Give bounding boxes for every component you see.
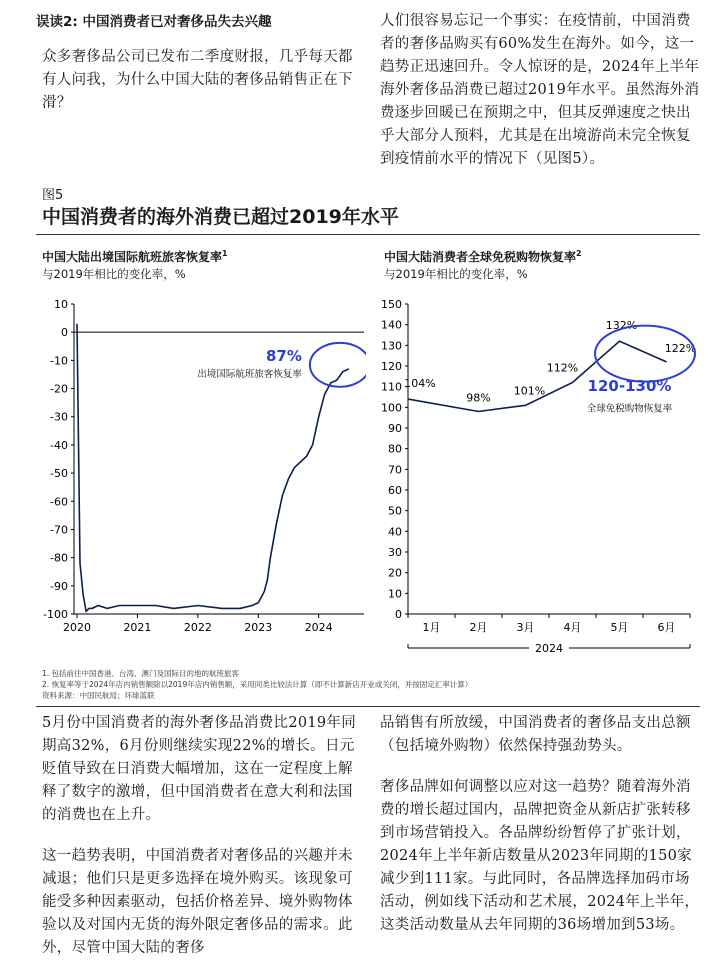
chart2-y-tick-label: 130: [381, 339, 402, 353]
chart1-y-tick-label: -20: [50, 382, 68, 396]
myth-title: 误读2: 中国消费者已对奢侈品失去兴趣: [36, 14, 272, 30]
chart2-x-tick-label: 6月: [657, 621, 676, 634]
body-right-paragraph-1: 品销售有所放缓，中国消费者的奢侈品支出总额（包括境外购物）依然保持强劲势头。: [380, 715, 691, 754]
footnotes: [42, 668, 472, 701]
chart2-title-sup: 2: [576, 249, 582, 258]
body-left-paragraph-1: 5月份中国消费者的海外奢侈品消费比2019年同期高32%，6月份则继续实现22%的增长。日元贬值导致在日消费大幅增加，这在一定程度上解释了数字的激增，但中国消费者在意大利和法国的消费也在上升。: [42, 715, 357, 823]
chart2-x-tick-label: 1月: [422, 621, 441, 634]
chart2-svg: [372, 292, 702, 664]
intro-right-text: 人们很容易忘记一个事实：在疫情前，中国消费者的奢侈品购买有60%发生在海外。如今，这一趋势正迅速回升。令人惊讶的是，2024年上半年海外奢侈品消费已超过2019年水平。虽然海外消费逐步回暖已在预期之中，但其反弹速度之快出乎大部分人预料，尤其是在出境游尚未完全恢复到疫情前水平的情况下（见图5）。: [380, 13, 700, 167]
chart2-year-label: 2024: [535, 642, 563, 655]
chart1-y-tick-label: -90: [50, 579, 68, 593]
chart2-x-tick-label: 2月: [469, 621, 488, 634]
chart2-x-tick-label: 3月: [516, 621, 535, 634]
chart2-data-label: 122%: [664, 341, 697, 355]
body-right-paragraph-2: 奢侈品牌如何调整以应对这一趋势？随着海外消费的增长超过国内，品牌把资金从新店扩张转移到市场营销投入。各品牌纷纷暂停了扩张计划，2024年上半年新店数量从2023年同期的150家减少到111家。与此同时，各品牌选择加码市场活动，例如线下活动和艺术展，2024年上半年，这类活动数量从去年同期的36场增加到53场。: [380, 779, 700, 933]
chart2-annotation: 全球免税购物恢复率: [586, 403, 673, 415]
chart1-y-tick-label: -100: [43, 608, 68, 621]
chart1-y-tick-label: -40: [50, 438, 68, 452]
chart2-y-tick-label: 30: [388, 546, 402, 559]
chart2-data-label: 104%: [404, 377, 436, 391]
chart2-y-tick-label: 0: [395, 608, 402, 621]
myth-intro-text: 众多奢侈品公司已发布二季度财报，几乎每天都有人问我，为什么中国大陆的奢侈品销售正在下滑？: [42, 49, 353, 111]
chart1-title-sup: 1: [222, 249, 228, 258]
chart1-annotation: 出境国际航班旅客恢复率: [197, 368, 302, 380]
chart1-subtitle: 与2019年相比的变化率，%: [42, 267, 186, 281]
footnote-1: 1. 包括前往中国香港、台湾、澳门及国际目的地的航班旅客: [42, 669, 240, 678]
chart2-title: [384, 248, 582, 265]
chart1-highlight-circle: [310, 343, 366, 387]
chart2-data-label: 101%: [513, 384, 546, 398]
chart1-x-tick-label: 2022: [183, 621, 212, 634]
chart1-y-tick-label: 10: [54, 298, 68, 311]
chart1-y-tick-label: -60: [50, 495, 68, 509]
chart2-y-tick-label: 140: [381, 318, 402, 332]
section-divider: [36, 706, 700, 707]
chart1-y-tick-label: -50: [50, 467, 68, 481]
chart2-x-tick-label: 5月: [610, 621, 629, 634]
chart2-subtitle: 与2019年相比的变化率，%: [384, 267, 528, 281]
chart2-highlight-value: 120-130%: [587, 376, 672, 395]
body-right-column: [380, 712, 700, 955]
figure-label: 图5: [42, 188, 64, 203]
chart1-y-tick-label: -70: [50, 523, 68, 537]
chart1-x-tick-label: 2024: [304, 621, 333, 634]
footnote-2: 2. 恢复率等于2024年店内销售额除以2019年店内销售额，采用同类比较法计算（即不计算新店开业或关闭，并按固定汇率计算）: [42, 680, 473, 689]
body-left-column: [42, 712, 360, 978]
chart1-title: [42, 248, 228, 265]
chart1-y-tick-label: -80: [50, 551, 68, 565]
body-left-paragraph-2: 这一趋势表明，中国消费者对奢侈品的兴趣并未减退；他们只是更多选择在境外购买。该现象可能受多种因素驱动，包括价格差异、境外购物体验以及对国内无货的海外限定奢侈品的需求。此外，尽管中国大陆的奢侈: [42, 848, 353, 956]
chart2-y-tick-label: 110: [381, 380, 402, 394]
figure-rule: [36, 234, 700, 235]
chart1-series-line: [77, 324, 349, 612]
chart2-data-label: 98%: [466, 391, 491, 405]
source-note: 资料来源：中国民航局；环球蓝联: [42, 691, 155, 700]
figure-title: 中国消费者的海外消费已超过2019年水平: [42, 206, 399, 228]
chart2-y-tick-label: 90: [388, 422, 402, 435]
chart2-y-tick-label: 150: [381, 298, 402, 311]
chart2-data-label: 112%: [546, 361, 579, 375]
chart2-y-tick-label: 50: [388, 504, 402, 518]
chart2-y-tick-label: 40: [388, 525, 402, 539]
chart1-y-tick-label: 0: [61, 326, 68, 340]
chart1-x-tick-label: 2020: [63, 621, 92, 634]
chart2-y-tick-label: 20: [388, 566, 402, 580]
chart2-data-label: 132%: [605, 319, 638, 333]
chart2-y-tick-label: 100: [381, 401, 402, 415]
chart2-y-tick-label: 120: [381, 360, 402, 373]
chart1-highlight-value: 87%: [265, 346, 302, 365]
chart1-svg: [36, 292, 366, 642]
chart1-x-tick-label: 2021: [123, 621, 152, 634]
chart1-y-tick-label: -30: [50, 410, 68, 424]
chart1-title-text: 中国大陆出境国际航班旅客恢复率: [42, 250, 223, 264]
chart2-y-tick-label: 80: [388, 442, 402, 456]
chart1-x-tick-label: 2023: [244, 621, 273, 634]
chart2-y-tick-label: 70: [388, 463, 402, 477]
chart2-title-text: 中国大陆消费者全球免税购物恢复率: [384, 250, 577, 264]
chart2-y-tick-label: 10: [388, 587, 402, 601]
chart2-y-tick-label: 60: [388, 484, 402, 497]
chart1-y-tick-label: -10: [50, 354, 68, 368]
chart2-x-tick-label: 4月: [563, 621, 582, 634]
